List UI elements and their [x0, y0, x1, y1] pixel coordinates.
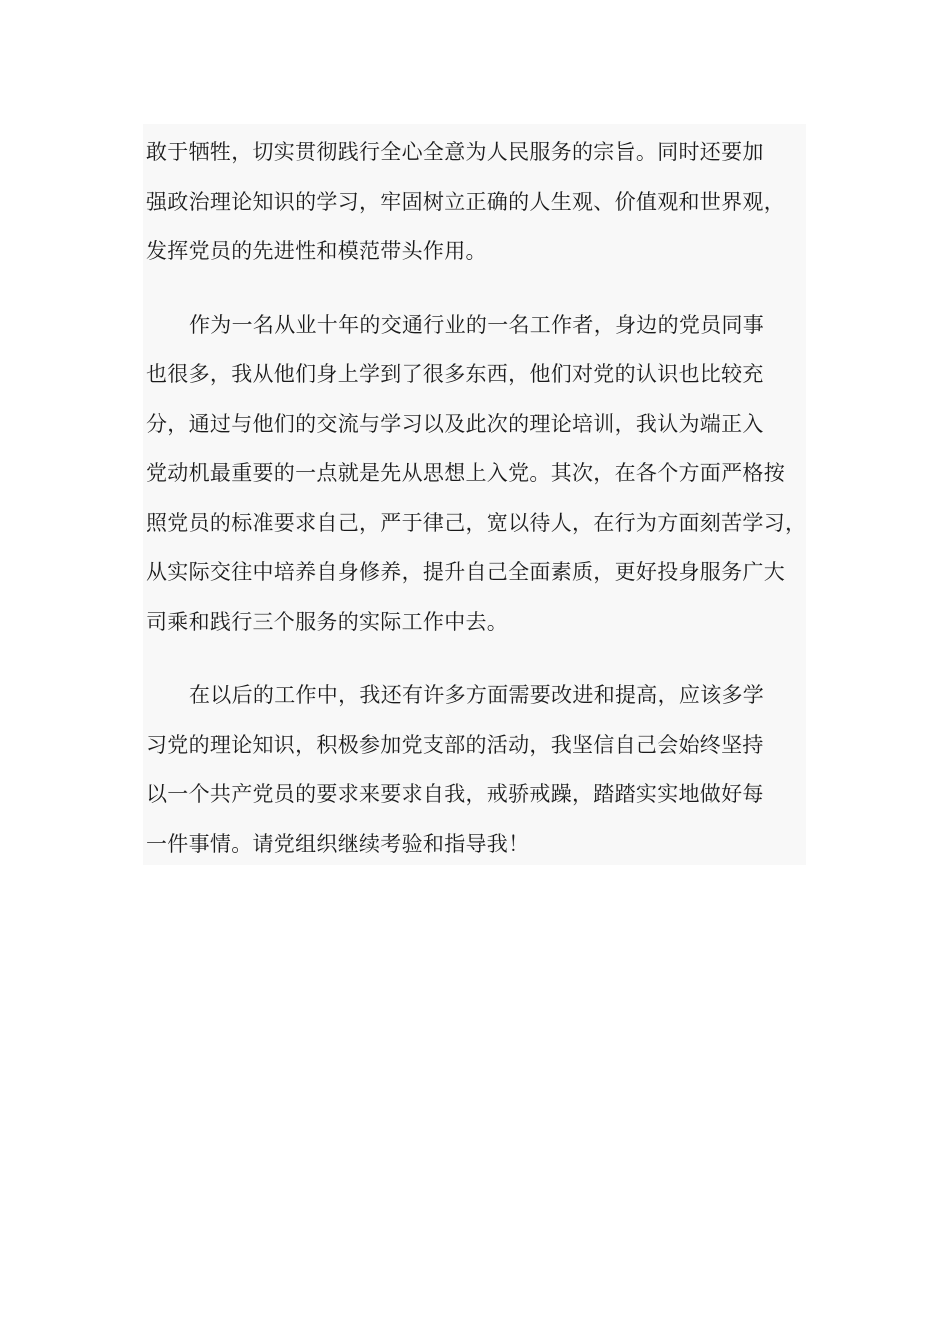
text-line: 分，通过与他们的交流与学习以及此次的理论培训，我认为端正入 [146, 412, 764, 436]
text-line: 也很多，我从他们身上学到了很多东西，他们对党的认识也比较充 [146, 362, 764, 386]
text-line: 司乘和践行三个服务的实际工作中去。 [146, 610, 509, 634]
text-line: 照党员的标准要求自己，严于律己，宽以待人，在行为方面刻苦学习， [146, 511, 807, 535]
text-line: 以一个共产党员的要求来要求自我，戒骄戒躁，踏踏实实地做好每 [146, 782, 764, 806]
text-line: 党动机最重要的一点就是先从思想上入党。其次，在各个方面严格按 [146, 461, 785, 485]
text-line: 发挥党员的先进性和模范带头作用。 [146, 239, 487, 263]
text-line: 一件事情。请党组织继续考验和指导我！ [146, 832, 530, 856]
text-line: 在以后的工作中，我还有许多方面需要改进和提高，应该多学 [189, 683, 765, 707]
text-line: 作为一名从业十年的交通行业的一名工作者，身边的党员同事 [189, 313, 765, 337]
text-line: 敢于牺牲，切实贯彻践行全心全意为人民服务的宗旨。同时还要加 [146, 140, 764, 164]
text-line: 习党的理论知识，积极参加党支部的活动，我坚信自己会始终坚持 [146, 733, 764, 757]
text-line: 强政治理论知识的学习，牢固树立正确的人生观、价值观和世界观， [146, 190, 785, 214]
text-line: 从实际交往中培养自身修养，提升自己全面素质，更好投身服务广大 [146, 560, 785, 584]
